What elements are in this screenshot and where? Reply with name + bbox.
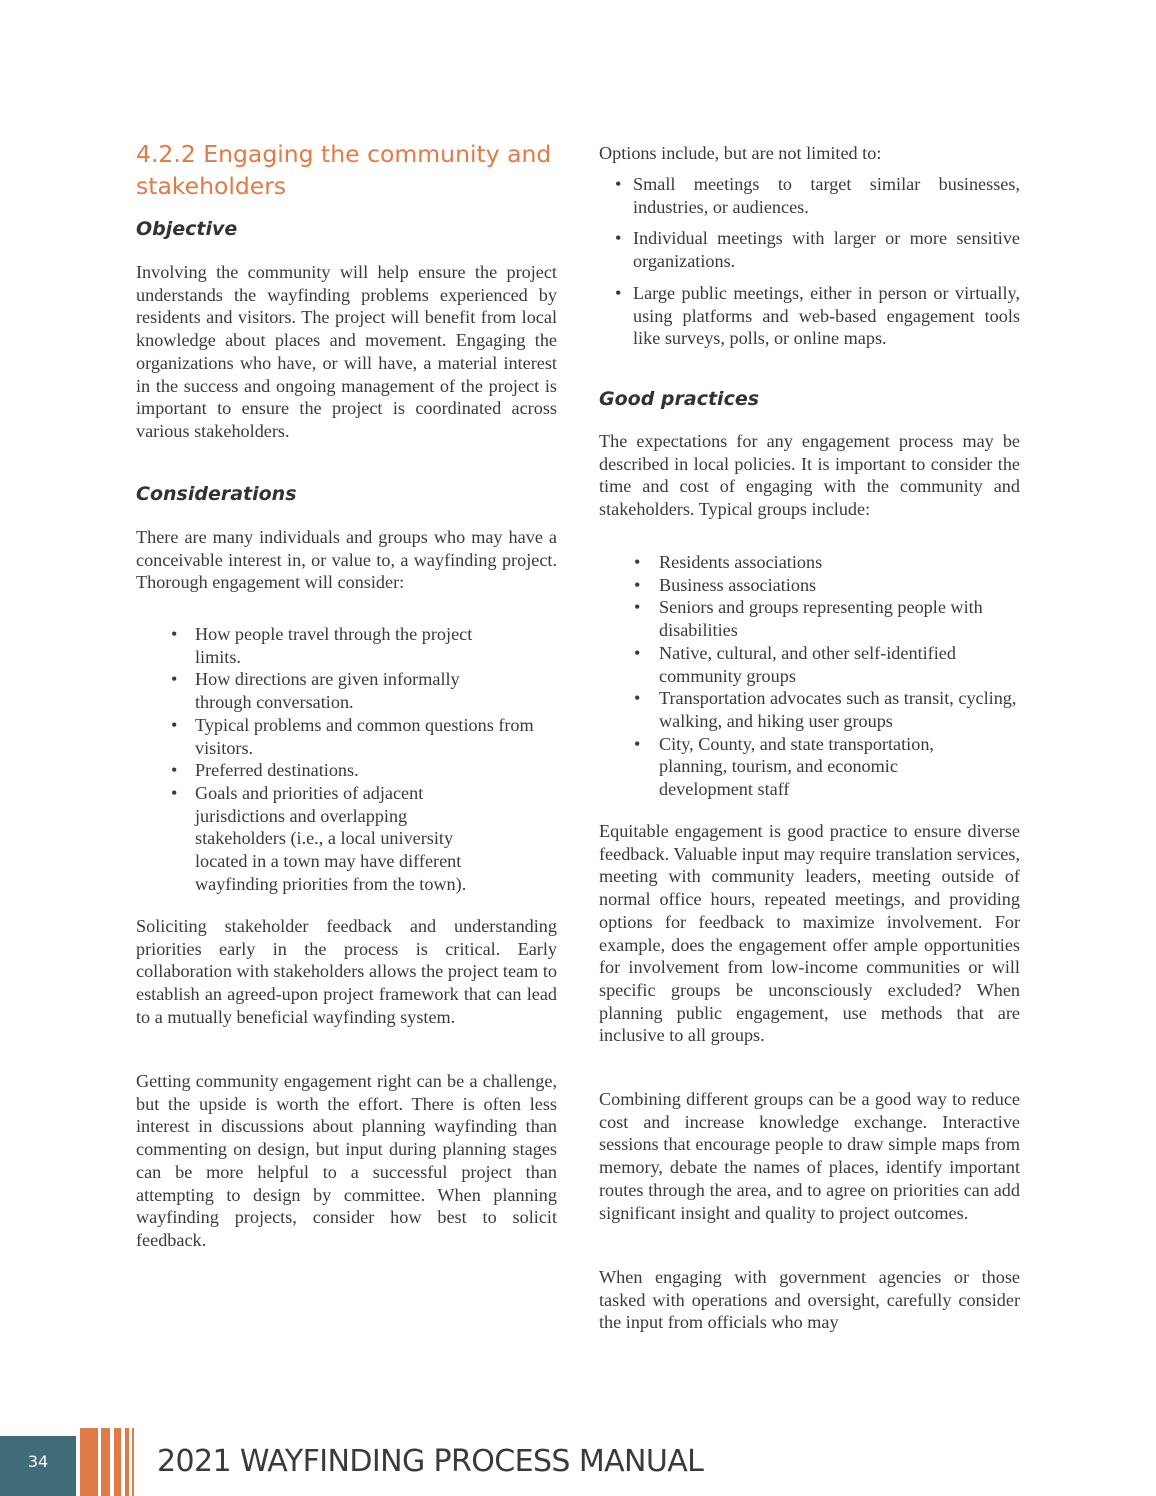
list-item: • Native, cultural, and other self-identified community groups [599, 642, 1020, 687]
paragraph-getting: Getting community engagement right can be a challenge, but the upside is worth the effort. There is often less interest in discussions about planning wayfinding than commenting on design, but input during planning stages can be more helpful to a successful project than attempting to design by committee. When planning wayfinding projects, consider how best to solicit feedback. [136, 1071, 557, 1250]
list-item: • How directions are given informally through conversation. [136, 668, 556, 713]
paragraph-soliciting: Soliciting stakeholder feedback and understanding priorities early in the process is critical. Early collaboration with stakeholders allows the project team to establish an agreed-upon project framework that can lead to a mutually beneficial wayfinding system. [136, 916, 557, 1027]
options-intro: Options include, but are not limited to: [599, 143, 882, 163]
considerations-heading: Considerations [136, 483, 297, 505]
groups-list [599, 551, 1020, 801]
list-item: • Typical problems and common questions from visitors. [136, 714, 556, 759]
good-practices-intro: The expectations for any engagement process may be described in local policies. It is important to consider the time and cost of engaging with the community and stakeholders. Typical groups include: [599, 431, 1020, 520]
options-list [599, 173, 1020, 359]
list-item: • Individual meetings with larger or more sensitive organizations. [599, 227, 1020, 272]
section-title: 4.2.2 Engaging the community and stakeholders [136, 140, 552, 200]
list-item: • Large public meetings, either in person or virtually, using platforms and web-based engagement tools like surveys, polls, or online maps. [599, 282, 1020, 350]
paragraph-combining: Combining different groups can be a good way to reduce cost and increase knowledge exchange. Interactive sessions that encourage people to draw simple maps from memory, debate the names of places, identify important routes through the area, and to agree on priorities can add significant insight and quality to project outcomes. [599, 1089, 1020, 1223]
considerations-intro: There are many individuals and groups who may have a conceivable interest in, or value to, a wayfinding project. Thorough engagement will consider: [136, 527, 557, 593]
list-item: • Preferred destinations. [136, 759, 556, 782]
list-item: • Transportation advocates such as transit, cycling, walking, and hiking user groups [599, 687, 1020, 732]
considerations-list [136, 623, 556, 895]
list-item: • City, County, and state transportation, planning, tourism, and economic development staff [599, 733, 1020, 801]
paragraph-equitable: Equitable engagement is good practice to ensure diverse feedback. Valuable input may require translation services, meeting with community leaders, meeting outside of normal office hours, repeated meetings, and providing options for feedback to maximize involvement. For example, does the engagement offer ample opportunities for involvement from low-income communities or will specific groups be unconsciously excluded? When planning public engagement, use methods that are inclusive to all groups. [599, 821, 1020, 1046]
list-item: • How people travel through the project limits. [136, 623, 556, 668]
page-number: 34 [27, 1452, 49, 1471]
accent-stripe [125, 1428, 129, 1496]
objective-heading: Objective [136, 218, 238, 240]
accent-stripe [132, 1428, 134, 1496]
list-item: • Seniors and groups representing people with disabilities [599, 596, 1020, 641]
list-item: • Goals and priorities of adjacent jurisdictions and overlapping stakeholders (i.e., a local university located in a town may have different wayfinding priorities from the town). [136, 782, 556, 896]
list-item: • Residents associations [599, 551, 1020, 574]
accent-stripe [80, 1428, 98, 1496]
good-practices-heading: Good practices [599, 388, 760, 410]
accent-stripe [114, 1428, 121, 1496]
paragraph-engaging: When engaging with government agencies or those tasked with operations and oversight, carefully consider the input from officials who may [599, 1267, 1020, 1333]
list-item: • Small meetings to target similar businesses, industries, or audiences. [599, 173, 1020, 218]
list-item: • Business associations [599, 574, 1020, 597]
accent-stripe [101, 1428, 110, 1496]
objective-text: Involving the community will help ensure the project understands the wayfinding problems experienced by residents and visitors. The project will benefit from local knowledge about places and movement. Engaging the organizations who have, or will have, a material interest in the success and ongoing management of the project is important to ensure the project is coordinated across various stakeholders. [136, 262, 557, 441]
document-title: 2021 WAYFINDING PROCESS MANUAL [157, 1444, 704, 1479]
